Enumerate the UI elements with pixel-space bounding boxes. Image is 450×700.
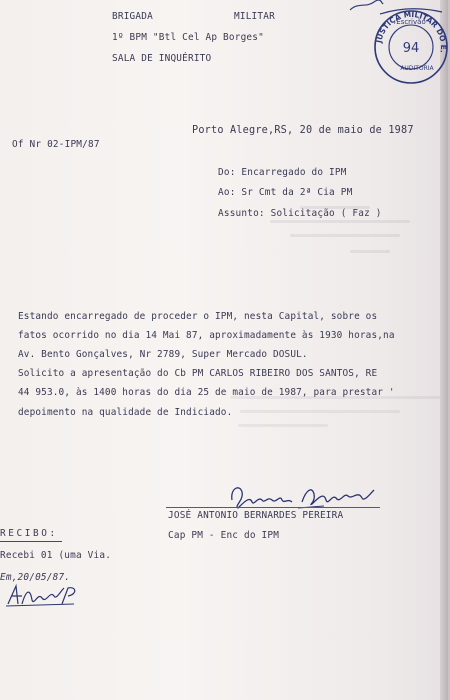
stamp-top-text: Escrivão [396, 18, 426, 26]
body-line: Solicito a apresentação do Cb PM CARLOS RIBEIRO DOS SANTOS, RE [18, 368, 378, 379]
stamp-ring-text: JUSTIÇA MILITAR DO E. [374, 9, 449, 54]
stamp-bottom-text: AUDITORIA [400, 65, 434, 72]
stamp-number: 94 [402, 41, 420, 56]
court-stamp [372, 8, 450, 86]
body-line: Av. Bento Gonçalves, Nr 2789, Super Mercado DOSUL. [18, 349, 308, 360]
bleed-through-mark [350, 250, 390, 253]
receipt-text: Recebi 01 (uma Via. [0, 550, 112, 561]
to-field: Ao: Sr Cmt da 2ª Cia PM [218, 187, 353, 198]
signature-line [166, 507, 380, 508]
bleed-through-mark [240, 410, 400, 413]
receipt-heading-underline [0, 541, 62, 542]
body-line: depoimento na qualidade de Indiciado. [18, 407, 233, 418]
receipt-date: Em,20/05/87. [0, 572, 71, 583]
body-line: fatos ocorrido no dia 14 Mai 87, aproximadamente às 1930 horas,na [18, 330, 395, 341]
org-name-right: MILITAR [234, 11, 275, 22]
bleed-through-mark [290, 234, 400, 237]
place-date: Porto Alegre,RS, 20 de maio de 1987 [192, 125, 414, 136]
battalion-name: 1º BPM "Btl Cel Ap Borges" [112, 32, 264, 43]
body-line: 44 953.0, às 1400 horas do dia 25 de maio de 1987, para prestar ' [18, 387, 395, 398]
from-field: Do: Encarregado do IPM [218, 167, 347, 178]
page-edge-shadow [440, 0, 448, 700]
subject-field: Assunto: Solicitação ( Faz ) [218, 208, 382, 219]
stamp-scribble [348, 0, 384, 12]
bleed-through-mark [238, 424, 328, 427]
receipt-signature [4, 582, 84, 608]
signatory-name: JOSÉ ANTONIO BERNARDES PEREIRA [168, 510, 344, 521]
body-line: Estando encarregado de proceder o IPM, nesta Capital, sobre os [18, 311, 378, 322]
document-reference: Of Nr 02-IPM/87 [12, 139, 100, 150]
signatory-title: Cap PM - Enc do IPM [168, 530, 280, 541]
bleed-through-mark [270, 220, 410, 223]
receipt-heading: RECIBO: [0, 528, 58, 539]
department-name: SALA DE INQUÉRITO [112, 53, 212, 64]
org-name-left: BRIGADA [112, 11, 153, 22]
